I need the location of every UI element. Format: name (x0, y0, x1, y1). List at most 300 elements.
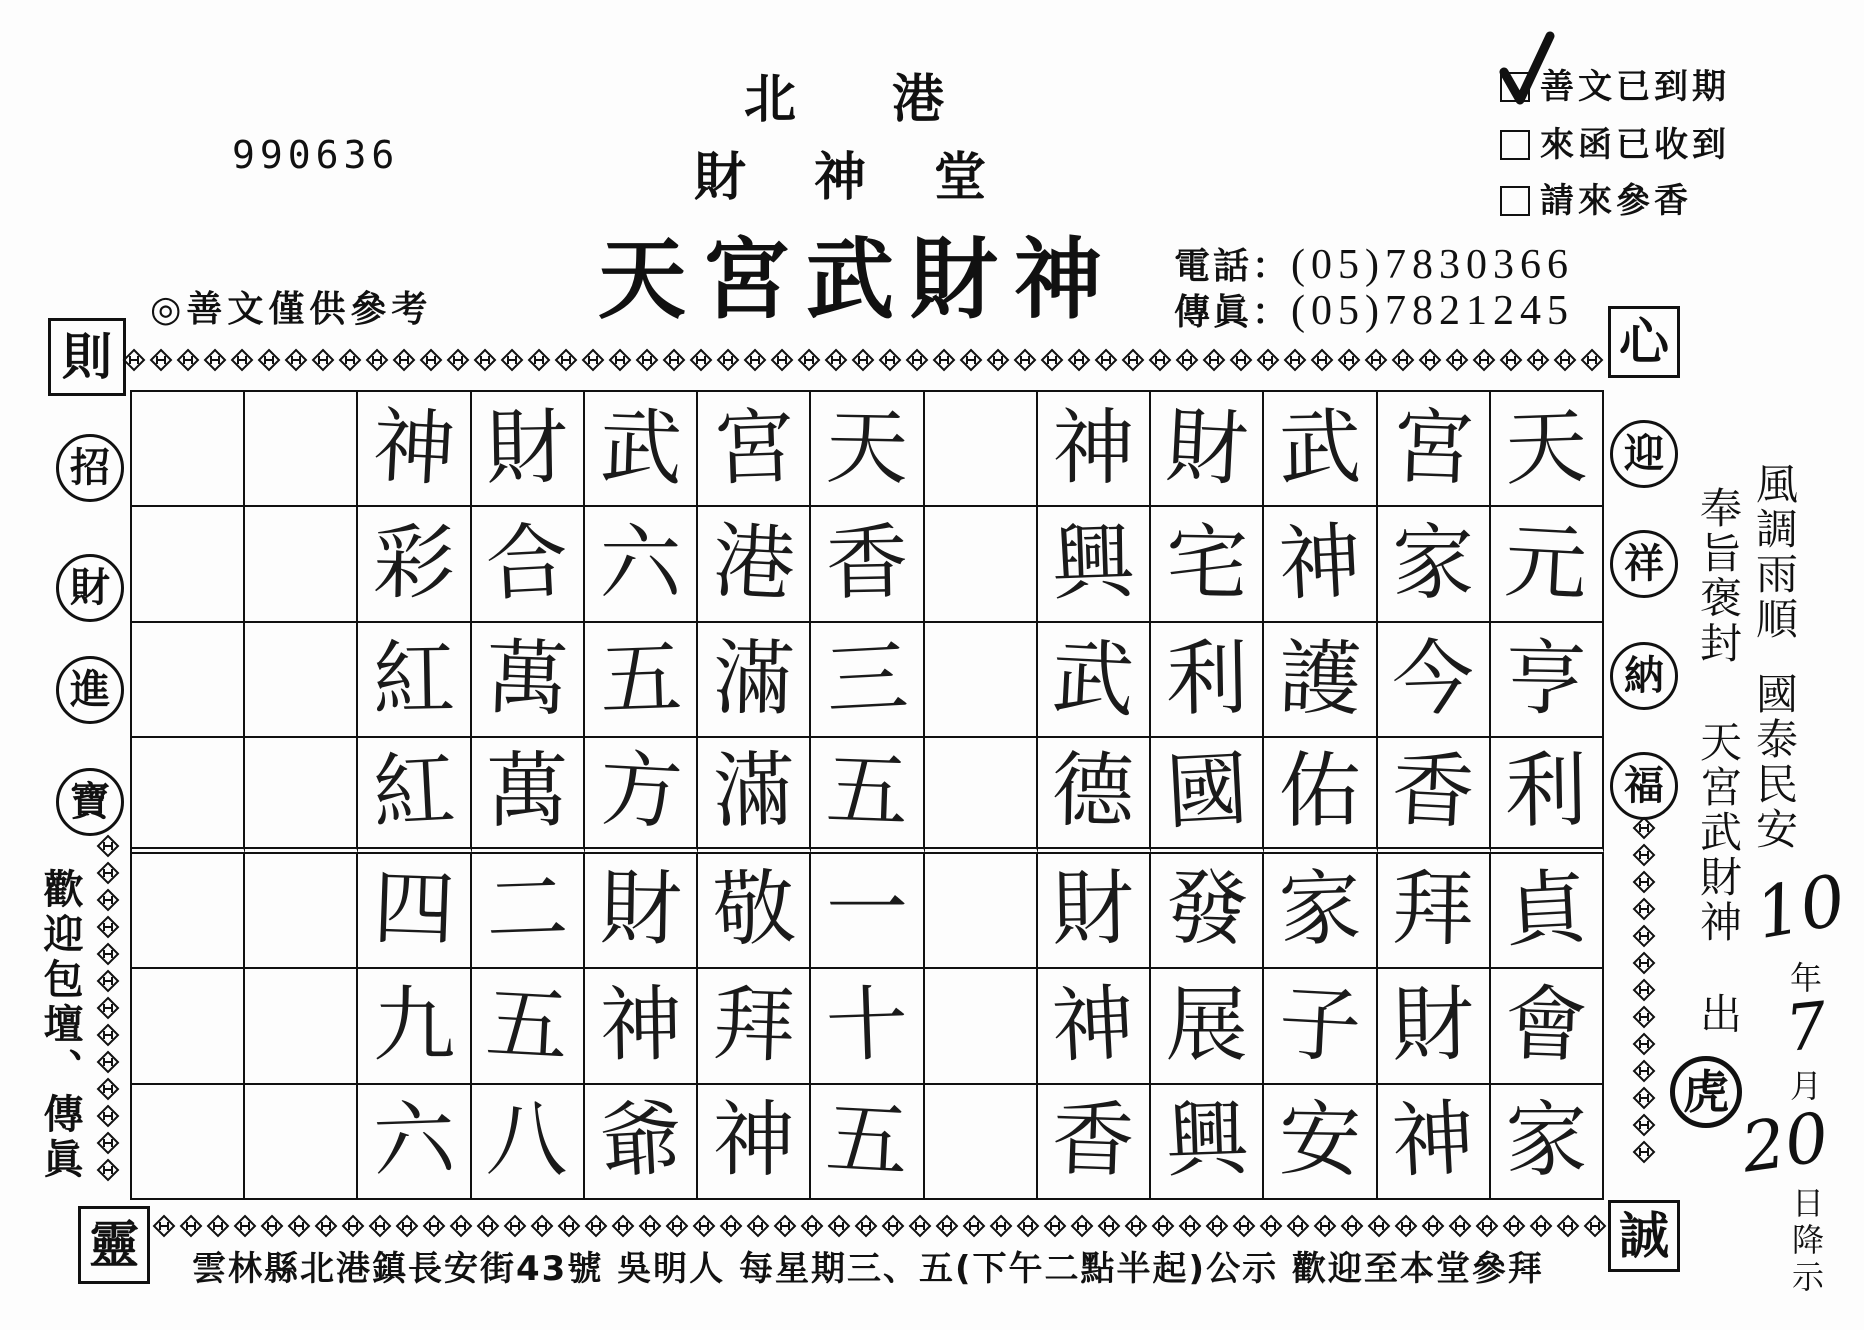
ornament (313, 350, 333, 370)
grid-char: 八 (485, 1092, 570, 1189)
grid-cell (1038, 1085, 1151, 1200)
grid-char: 香 (1389, 742, 1477, 842)
ornament (451, 1216, 471, 1236)
ornament (124, 350, 144, 370)
checkbox-label: 來函已收到 (1540, 125, 1730, 165)
right-circle: 納 (1610, 642, 1678, 710)
checkbox-label: 善文已到期 (1540, 67, 1730, 107)
status-check-received (1500, 125, 1730, 165)
ornament (772, 350, 792, 370)
grid-cell (698, 392, 811, 507)
ornament (370, 1216, 390, 1236)
ornament (532, 1216, 552, 1236)
phone-line (1174, 244, 1574, 286)
grid-char: 元 (1502, 514, 1590, 614)
grid-char: 天 (825, 399, 909, 497)
verse-grid (130, 390, 1604, 1200)
ornament (1634, 899, 1654, 919)
left-circle: 寶 (56, 768, 124, 836)
ornament (1634, 953, 1654, 973)
grid-cell (1151, 1085, 1264, 1200)
corner-box-top-right: 心 (1608, 306, 1680, 378)
verse-line: 天宮武財神 (1694, 720, 1743, 945)
ornament (1015, 350, 1035, 370)
ornament (1634, 818, 1654, 838)
ornament (98, 1133, 118, 1153)
corner-box-bottom-left: 靈 (78, 1206, 150, 1284)
ornament (529, 350, 549, 370)
grid-cell (472, 969, 585, 1084)
grid-cell (811, 392, 924, 507)
grid-char: 滿 (711, 630, 796, 728)
ornament (694, 1216, 714, 1236)
grid-cell (358, 1085, 471, 1200)
grid-cell (1151, 854, 1264, 969)
ornament-border-bottom (154, 1216, 1605, 1236)
ornament (316, 1216, 336, 1236)
grid-cell (472, 854, 585, 969)
ornament (748, 1216, 768, 1236)
ornament (1634, 1088, 1654, 1108)
grid-char: 今 (1390, 630, 1476, 728)
ornament (98, 944, 118, 964)
date-year: 10 (1749, 858, 1852, 956)
grid-char: 發 (1164, 861, 1250, 959)
date-day: 20 (1736, 1098, 1834, 1189)
right-circle: 祥 (1610, 530, 1678, 598)
grid-char: 紅 (370, 742, 458, 842)
grid-char: 宮 (1390, 399, 1476, 498)
ornament-border-top (124, 350, 1602, 370)
reference-note: ◎善文僅供參考 (150, 289, 433, 330)
fax-number: (05)7821245 (1291, 288, 1574, 334)
grid-cell (1491, 969, 1604, 1084)
grid-char: 六 (599, 516, 682, 612)
ornament (502, 350, 522, 370)
checkbox (1500, 72, 1530, 102)
ornament (478, 1216, 498, 1236)
verse-line: 風調雨順 (1750, 462, 1799, 642)
ornament (1207, 1216, 1227, 1236)
ornament (1018, 1216, 1038, 1236)
temple-location: 北港 (744, 70, 1041, 130)
grid-char: 九 (373, 977, 456, 1073)
grid-cell (811, 854, 924, 969)
checkbox (1500, 186, 1530, 216)
ornament (367, 350, 387, 370)
ornament (98, 1052, 118, 1072)
serial-number: 990636 (232, 133, 400, 177)
grid-char: 家 (1505, 1093, 1588, 1189)
ornament (1582, 350, 1602, 370)
ornament (721, 1216, 741, 1236)
ornament (559, 1216, 579, 1236)
grid-cell (132, 507, 245, 622)
ornament (880, 350, 900, 370)
ornament (1528, 350, 1548, 370)
grid-cell (811, 1085, 924, 1200)
ornament (691, 350, 711, 370)
left-vertical-text: 歡迎包壇、傳眞 (37, 868, 83, 1183)
ornament (1501, 350, 1521, 370)
grid-char: 五 (823, 1091, 911, 1191)
corner-box-bottom-right: 誠 (1608, 1200, 1680, 1272)
grid-cell (811, 507, 924, 622)
grid-cell (585, 969, 698, 1084)
ornament (1634, 872, 1654, 892)
ornament (259, 350, 279, 370)
ornament (1634, 1142, 1654, 1162)
grid-cell (245, 738, 358, 853)
checkbox-label: 請來參香 (1540, 181, 1692, 221)
grid-cell (358, 623, 471, 738)
grid-char: 神 (1052, 400, 1135, 496)
grid-cell (585, 854, 698, 969)
grid-cell (1378, 854, 1491, 969)
grid-cell (245, 969, 358, 1084)
grid-cell (698, 854, 811, 969)
checkbox (1500, 130, 1530, 160)
ornament (232, 350, 252, 370)
ornament (181, 1216, 201, 1236)
ornament (1231, 350, 1251, 370)
grid-char: 萬 (484, 630, 570, 728)
grid-cell (132, 1085, 245, 1200)
ornament (343, 1216, 363, 1236)
grid-cell (1378, 392, 1491, 507)
ornament (1634, 926, 1654, 946)
left-circle: 進 (56, 656, 124, 724)
ornament (98, 836, 118, 856)
footer-address: 雲林縣北港鎮長安街43號 吳明人 每星期三、五(下午二點半起)公示 歡迎至本堂參拜 (192, 1249, 1544, 1289)
ornament (1634, 1007, 1654, 1027)
grid-char: 港 (710, 514, 798, 614)
grid-cell (925, 854, 1038, 969)
ornament (178, 350, 198, 370)
grid-cell (1378, 1085, 1491, 1200)
ornament (1126, 1216, 1146, 1236)
grid-cell (1491, 738, 1604, 853)
grid-cell (1264, 392, 1377, 507)
grid-char: 利 (1504, 743, 1589, 841)
grid-cell (1151, 969, 1264, 1084)
grid-char: 合 (483, 514, 571, 614)
grid-char: 興 (1050, 514, 1137, 613)
grid-cell (1378, 969, 1491, 1084)
ornament (1153, 1216, 1173, 1236)
ornament (799, 350, 819, 370)
grid-char: 利 (1164, 630, 1249, 728)
ornament (424, 1216, 444, 1236)
ornament (664, 350, 684, 370)
grid-char: 十 (824, 976, 910, 1075)
grid-char: 國 (1163, 742, 1251, 842)
grid-cell (1151, 623, 1264, 738)
grid-cell (1264, 969, 1377, 1084)
grid-cell (472, 392, 585, 507)
ornament (1177, 350, 1197, 370)
grid-cell (472, 1085, 585, 1200)
grid-cell (1151, 738, 1264, 853)
grid-cell (1038, 507, 1151, 622)
grid-char: 宅 (1164, 515, 1249, 612)
ornament (151, 350, 171, 370)
grid-cell (925, 1085, 1038, 1200)
grid-char: 滿 (711, 743, 796, 841)
date-year-label: 年 (1790, 959, 1823, 997)
ornament (1234, 1216, 1254, 1236)
grid-char: 子 (1276, 975, 1364, 1075)
ornament (1342, 1216, 1362, 1236)
ornament (289, 1216, 309, 1236)
grid-char: 展 (1165, 977, 1248, 1073)
grid-cell (585, 507, 698, 622)
grid-char: 敬 (710, 860, 798, 960)
ornament (1369, 1216, 1389, 1236)
grid-cell (245, 1085, 358, 1200)
grid-char: 家 (1277, 861, 1363, 959)
grid-cell (245, 623, 358, 738)
ornament (1285, 350, 1305, 370)
grid-cell (1264, 623, 1377, 738)
grid-cell (1264, 507, 1377, 622)
grid-cell (811, 738, 924, 853)
ornament (907, 350, 927, 370)
ornament (1258, 350, 1278, 370)
grid-cell (132, 969, 245, 1084)
ornament (826, 350, 846, 370)
grid-cell (358, 507, 471, 622)
ornament (775, 1216, 795, 1236)
grid-char: 五 (483, 975, 571, 1075)
grid-cell (358, 969, 471, 1084)
grid-char: 財 (1051, 861, 1136, 959)
ornament (1420, 350, 1440, 370)
date-day-label: 日降示 (1787, 1186, 1825, 1297)
ornament (394, 350, 414, 370)
phone-number: (05)7830366 (1291, 242, 1574, 288)
ornament (208, 1216, 228, 1236)
grid-char: 興 (1164, 1091, 1250, 1190)
grid-cell (698, 507, 811, 622)
ornament (1474, 350, 1494, 370)
grid-char: 財 (1391, 977, 1475, 1074)
grid-char: 拜 (1391, 861, 1475, 959)
grid-cell (358, 392, 471, 507)
phone-label: 電話： (1174, 246, 1292, 287)
ornament (964, 1216, 984, 1236)
ornament (1042, 350, 1062, 370)
grid-cell (925, 738, 1038, 853)
grid-char: 神 (1049, 975, 1137, 1075)
ornament (154, 1216, 174, 1236)
grid-cell (1038, 969, 1151, 1084)
ornament (610, 350, 630, 370)
ornament (235, 1216, 255, 1236)
grid-char: 五 (597, 630, 684, 728)
grid-char: 五 (824, 743, 910, 841)
grid-cell (1491, 1085, 1604, 1200)
grid-cell (132, 738, 245, 853)
ornament (1585, 1216, 1605, 1236)
grid-cell (1491, 623, 1604, 738)
verse-line: 奉旨褒封 (1694, 486, 1743, 666)
grid-cell (1378, 738, 1491, 853)
date-month-label: 月 (1790, 1067, 1823, 1105)
ornament-border-right (1634, 818, 1654, 1162)
ornament (1634, 980, 1654, 1000)
grid-char: 神 (370, 398, 458, 498)
ornament (1634, 845, 1654, 865)
ornament (1069, 350, 1089, 370)
grid-char: 貞 (1502, 860, 1590, 960)
ornament (883, 1216, 903, 1236)
grid-char: 一 (825, 862, 908, 958)
grid-char: 二 (484, 861, 570, 959)
ornament (448, 350, 468, 370)
ornament (1531, 1216, 1551, 1236)
status-check-visit (1500, 181, 1692, 221)
ornament (1072, 1216, 1092, 1236)
ornament (1634, 1034, 1654, 1054)
left-circle: 招 (56, 434, 124, 502)
grid-cell (358, 738, 471, 853)
grid-cell (245, 392, 358, 507)
ornament (1558, 1216, 1578, 1236)
grid-char: 亨 (1504, 630, 1589, 728)
grid-cell (698, 738, 811, 853)
date-month: 7 (1782, 989, 1831, 1067)
grid-char: 佑 (1278, 744, 1361, 840)
grid-cell (245, 507, 358, 622)
ornament (340, 350, 360, 370)
ornament (1123, 350, 1143, 370)
ornament (1634, 1061, 1654, 1081)
ornament (98, 1079, 118, 1099)
grid-cell (925, 969, 1038, 1084)
grid-cell (358, 854, 471, 969)
ornament (961, 350, 981, 370)
grid-cell (1038, 738, 1151, 853)
grid-cell (925, 623, 1038, 738)
grid-cell (811, 623, 924, 738)
grid-cell (585, 1085, 698, 1200)
grid-char: 武 (597, 399, 684, 498)
grid-cell (1038, 854, 1151, 969)
ornament (98, 998, 118, 1018)
grid-cell (1491, 392, 1604, 507)
corner-box-top-left: 則 (48, 318, 126, 396)
grid-cell (585, 738, 698, 853)
ornament (1180, 1216, 1200, 1236)
grid-cell (245, 854, 358, 969)
ornament (505, 1216, 525, 1236)
grid-char: 神 (1276, 514, 1364, 614)
verse-line: 出 (1694, 992, 1743, 1037)
ornament (583, 350, 603, 370)
grid-cell (1038, 392, 1151, 507)
ornament (98, 1106, 118, 1126)
ornament (910, 1216, 930, 1236)
ornament (937, 1216, 957, 1236)
grid-char: 德 (1051, 743, 1136, 841)
ornament-border-left (98, 836, 118, 1180)
grid-cell (698, 623, 811, 738)
ornament (637, 350, 657, 370)
grid-cell (132, 392, 245, 507)
ornament (98, 1025, 118, 1045)
ornament (1204, 350, 1224, 370)
right-circle: 福 (1610, 752, 1678, 820)
ornament (1099, 1216, 1119, 1236)
grid-char: 萬 (486, 744, 569, 840)
grid-char: 武 (1278, 399, 1362, 497)
ornament (397, 1216, 417, 1236)
ornament (1447, 350, 1467, 370)
ornament (1288, 1216, 1308, 1236)
grid-char: 紅 (372, 630, 456, 728)
ornament (1396, 1216, 1416, 1236)
grid-char: 六 (371, 1091, 457, 1190)
ornament (1312, 350, 1332, 370)
ornament (421, 350, 441, 370)
grid-char: 爺 (597, 1091, 684, 1191)
grid-cell (472, 623, 585, 738)
ornament (1261, 1216, 1281, 1236)
ornament (98, 971, 118, 991)
left-circle: 財 (56, 554, 124, 622)
right-circle: 迎 (1610, 420, 1678, 488)
ornament (1504, 1216, 1524, 1236)
grid-char: 方 (597, 742, 684, 842)
deity-title: 天宮武財神 (598, 228, 1119, 331)
grid-cell (1151, 507, 1264, 622)
ornament (1315, 1216, 1335, 1236)
ornament (1634, 1115, 1654, 1135)
ornament (586, 1216, 606, 1236)
ornament (991, 1216, 1011, 1236)
ornament (856, 1216, 876, 1236)
ornament (718, 350, 738, 370)
status-check-expired (1500, 67, 1730, 107)
grid-cell (585, 392, 698, 507)
grid-cell (1378, 623, 1491, 738)
grid-cell (132, 623, 245, 738)
grid-cell (1264, 1085, 1377, 1200)
grid-cell (472, 507, 585, 622)
ornament (1423, 1216, 1443, 1236)
grid-char: 財 (1163, 398, 1251, 498)
ornament (745, 350, 765, 370)
grid-char: 三 (823, 629, 911, 729)
grid-char: 護 (1277, 630, 1363, 728)
ornament (1450, 1216, 1470, 1236)
ornament (829, 1216, 849, 1236)
grid-char: 家 (1392, 516, 1475, 612)
ornament (1150, 350, 1170, 370)
ornament (1339, 350, 1359, 370)
grid-char: 彩 (372, 515, 456, 612)
grid-cell (1038, 623, 1151, 738)
ornament (613, 1216, 633, 1236)
fax-line (1174, 290, 1574, 332)
grid-char: 四 (371, 861, 457, 959)
ornament (98, 917, 118, 937)
grid-cell (472, 738, 585, 853)
grid-char: 香 (825, 515, 909, 612)
ornament (205, 350, 225, 370)
grid-cell (1491, 507, 1604, 622)
